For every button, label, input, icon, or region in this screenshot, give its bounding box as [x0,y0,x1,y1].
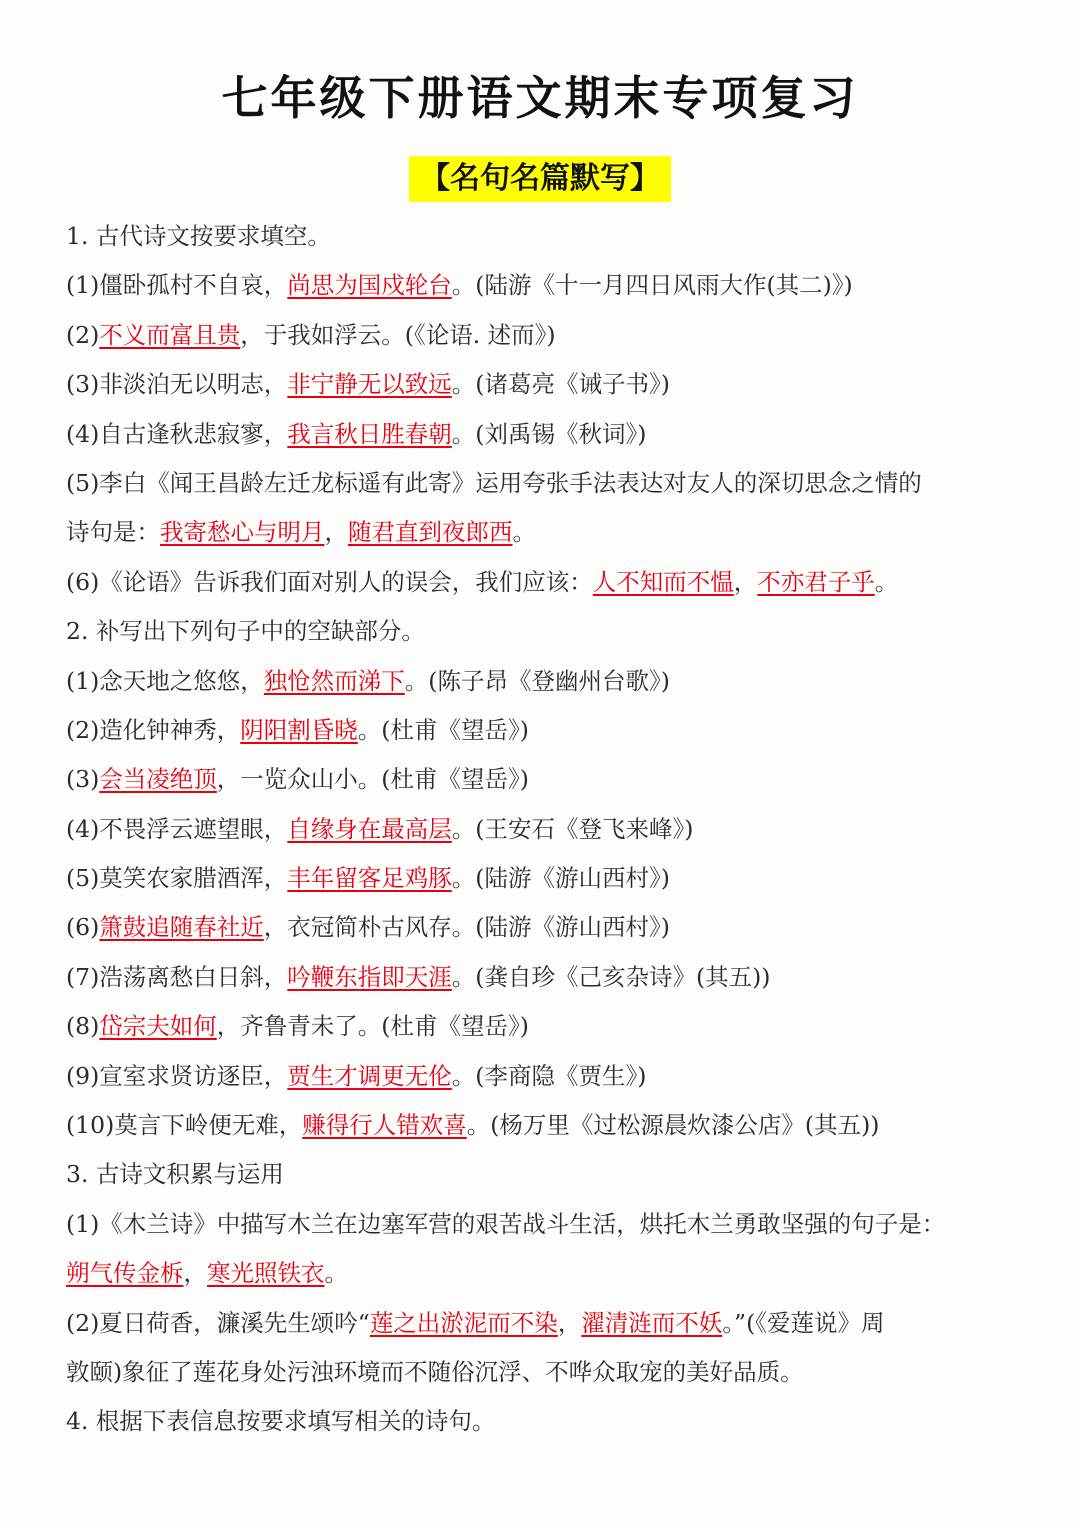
line-text: (2)夏日荷香，濂溪先生颂吟“ [66,1308,370,1337]
text-line [66,1052,1016,1101]
line-text: (9)宣室求贤访逐臣， [66,1061,288,1090]
text-line [66,1200,1016,1249]
text-line [66,1348,1016,1397]
line-text: 。(杜甫《望岳》) [357,715,529,744]
line-text: (5)莫笑农家腊酒浑， [66,864,288,893]
answer-text: 寒光照铁衣 [207,1259,325,1288]
line-text: (2) [66,320,100,349]
document-title: 七年级下册语文期末专项复习 [221,71,859,125]
text-line [66,953,1016,1002]
line-text: 。(龚自珍《己亥杂诗》(其五)) [451,962,771,991]
text-line [66,1101,1016,1150]
line-text: (7)浩荡离愁白日斜， [66,962,288,991]
answer-text: 人不知而不愠 [592,567,734,596]
text-line [66,854,1016,903]
line-text: 3. 古诗文积累与运用 [66,1160,284,1189]
line-text: (4)自古逢秋悲寂寥， [66,419,288,448]
text-line [66,607,1016,656]
line-text: (3)非淡泊无以明志， [66,370,288,399]
answer-text: 不亦君子乎 [757,567,875,596]
line-text: 。(刘禹锡《秋词》) [451,419,647,448]
text-line [66,360,1016,409]
line-text: (6)《论语》告诉我们面对别人的误会，我们应该： [66,567,593,596]
line-text: 。 [324,1259,348,1288]
line-text: (5)李白《闻王昌龄左迁龙标遥有此寄》运用夸张手法表达对友人的深切思念之情的 [66,468,922,497]
line-text: 敦颐)象征了莲花身处污浊环境而不随俗沉浮、不哗众取宠的美好品质。 [66,1357,804,1386]
answer-text: 朔气传金柝 [66,1259,184,1288]
section-heading: 【名句名篇默写】 [409,156,671,202]
line-text: (1)念天地之悠悠， [66,666,264,695]
line-text: ，于我如浮云。(《论语. 述而》) [240,320,556,349]
answer-text: 赚得行人错欢喜 [302,1111,467,1140]
line-text: 诗句是： [66,518,160,547]
line-text: (3) [66,765,100,794]
line-text: 。 [874,567,899,596]
answer-text: 随君直到夜郎西 [348,518,513,547]
line-text: (6) [66,913,100,942]
text-line [66,1299,1016,1348]
line-text: ，衣冠简朴古风存。(陆游《游山西村》) [263,913,670,942]
text-line [66,706,1016,755]
line-text: 。”(《爱莲说》周 [722,1308,885,1337]
answer-text: 我寄愁心与明月 [160,518,325,547]
text-line [66,755,1016,804]
answer-text: 丰年留客足鸡豚 [287,864,452,893]
text-line [66,261,1016,310]
answer-text: 非宁静无以致远 [287,370,452,399]
line-text: 。(陆游《十一月四日风雨大作(其二)》) [451,271,853,300]
line-text: 。(杨万里《过松源晨炊漆公店》(其五)) [466,1111,880,1140]
line-text: 。(王安石《登飞来峰》) [451,814,694,843]
line-text: (2)造化钟神秀， [66,715,241,744]
answer-text: 会当凌绝顶 [99,765,217,794]
text-line [66,903,1016,952]
answer-text: 自缘身在最高层 [287,814,452,843]
line-text: 。(诸葛亮《诫子书》) [451,370,670,399]
line-text: 。 [512,518,536,547]
answer-text: 我言秋日胜春朝 [287,419,452,448]
line-text: (8) [66,1012,100,1041]
line-text: ，齐鲁青未了。(杜甫《望岳》) [216,1012,529,1041]
line-text: 2. 补写出下列句子中的空缺部分。 [66,617,425,646]
text-line [66,1002,1016,1051]
text-line [66,410,1016,459]
answer-text: 岱宗夫如何 [99,1012,217,1041]
text-line [66,508,1016,557]
text-line [66,657,1016,706]
text-line [66,1397,1016,1446]
line-text: (1)僵卧孤村不自哀， [66,271,288,300]
answer-text: 莲之出淤泥而不染 [369,1308,558,1337]
line-text: ， [324,518,348,547]
answer-text: 箫鼓追随春社近 [99,913,264,942]
answer-text: 濯清涟而不妖 [581,1308,723,1337]
text-line [66,459,1016,508]
line-text: ， [183,1259,207,1288]
answer-text: 阴阳割昏晓 [240,715,358,744]
line-text: (1)《木兰诗》中描写木兰在边塞军营的艰苦战斗生活，烘托木兰勇敢坚强的句子是： [66,1209,946,1238]
answer-text: 尚思为国戍轮台 [287,271,452,300]
line-text: 。(李商隐《贾生》) [451,1061,647,1090]
line-text: (10)莫言下岭便无难， [66,1111,303,1140]
answer-text: 吟鞭东指即天涯 [287,962,452,991]
text-line [66,805,1016,854]
line-text: 1. 古代诗文按要求填空。 [66,222,331,250]
line-text: ，一览众山小。(杜甫《望岳》) [216,765,529,794]
text-line [66,1150,1016,1199]
line-text: ， [733,567,758,596]
line-text: 。(陈子昂《登幽州台歌》) [404,666,670,695]
text-line [66,311,1016,360]
answer-text: 贾生才调更无伦 [287,1061,452,1090]
line-text: ， [557,1308,582,1337]
text-line [66,558,1016,607]
text-line [66,1249,1016,1298]
answer-text: 不义而富且贵 [99,320,241,349]
line-text: (4)不畏浮云遮望眼， [66,814,288,843]
line-text: 4. 根据下表信息按要求填写相关的诗句。 [66,1407,496,1436]
answer-text: 独怆然而涕下 [263,666,405,695]
document-body [66,212,1016,1447]
text-line [66,212,1016,261]
line-text: 。(陆游《游山西村》) [451,864,670,893]
